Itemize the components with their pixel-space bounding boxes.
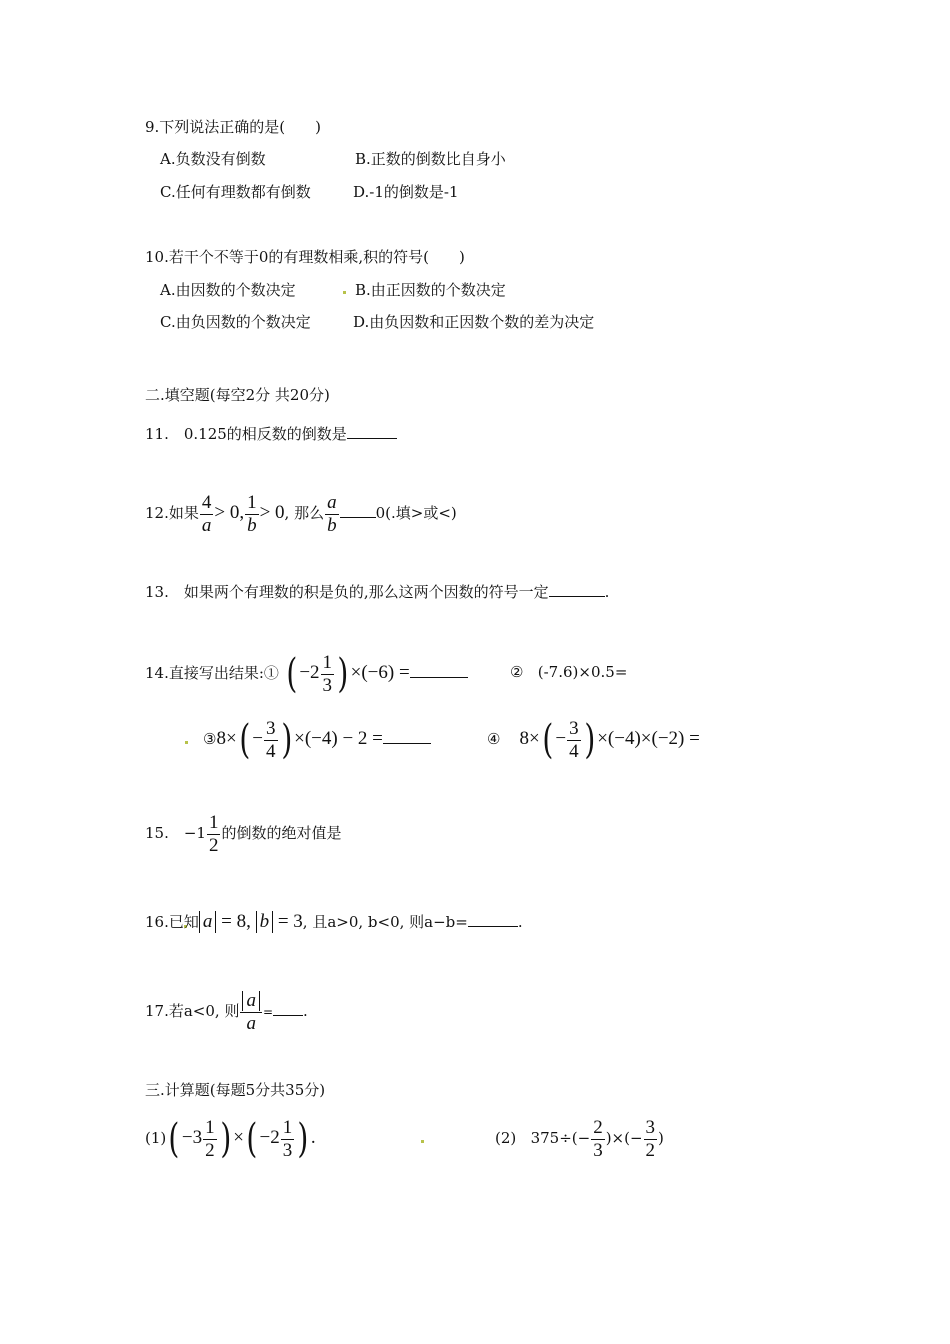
calc-problem-1: (1)( −3 $\frac{1}{2}$ ) ×( −2 $\frac{1}{3}$ ) .: [145, 1116, 316, 1162]
question-16-end: .: [517, 913, 523, 931]
fraction-a-over-b: $\frac{a}{b}$: [327, 491, 337, 536]
question-14-label-2: ②: [510, 663, 524, 681]
answer-blank: [340, 503, 376, 518]
question-14-row-1: 14.直接写出结果:① ( −2 $\frac{1}{3}$ ) ×(−6) =: [145, 648, 468, 698]
fraction-2-over-3: $\frac{2}{3}$: [593, 1116, 603, 1161]
fraction-1-over-2: $\frac{1}{2}$: [208, 811, 219, 856]
fraction-3-over-4: $\frac{3}{4}$: [569, 717, 579, 762]
question-16-cond: , 且a>0, b<0, 则a−b=: [302, 913, 468, 931]
question-12-suffix: 0(.填>或<): [375, 504, 457, 522]
question-17-equals: =: [262, 1005, 274, 1019]
calc-problem-2: [495, 1113, 664, 1163]
question-10-option-b: B.由正因数的个数决定: [355, 281, 506, 299]
question-15-prefix: 15. −1: [145, 824, 206, 842]
answer-blank: [347, 424, 397, 439]
fraction-1-over-b: $\frac{1}{b}$: [247, 491, 257, 536]
fraction-1-over-3: $\frac{1}{3}$: [282, 1116, 293, 1161]
fraction-1-over-3: $\frac{1}{3}$: [322, 651, 333, 696]
question-9-option-c: C.任何有理数都有倒数: [160, 183, 311, 201]
question-14-prefix: 14.直接写出结果:①: [145, 664, 279, 682]
calc-2-label: (2): [495, 1129, 517, 1147]
answer-blank: [410, 663, 468, 678]
question-9-option-b: B.正数的倒数比自身小: [355, 150, 506, 168]
answer-blank: [383, 729, 431, 744]
question-15: [145, 808, 341, 858]
fraction-abs-a-over-a: $\frac{a}{a}$: [240, 990, 262, 1035]
scan-mark: [343, 291, 346, 294]
calc-1-label: (1): [145, 1129, 167, 1147]
fraction-4-over-a: $\frac{4}{a}$: [201, 491, 212, 536]
calc-2-end: ): [658, 1129, 664, 1147]
fraction-3-over-4: $\frac{3}{4}$: [266, 717, 276, 762]
answer-blank: [468, 912, 518, 927]
question-10-option-c: C.由负因数的个数决定: [160, 313, 311, 331]
scan-mark: [185, 741, 188, 744]
scan-mark: [421, 1140, 424, 1143]
question-12: 12.如果 $\frac{4}{a}$ > 0, $\frac{1}{b}$ > 0, 那么 $\frac{a}{b}$ 0(.填>或<): [145, 491, 457, 536]
question-16: 16.已知 a = 8, b = 3, 且a>0, b<0, 则a−b= .: [145, 911, 523, 932]
question-14-item-4: ④ 8×( − $\frac{3}{4}$ ) ×(−4)×(−2) =: [487, 717, 700, 763]
answer-blank: [549, 582, 605, 597]
question-12-prefix: 12.如果: [145, 504, 199, 522]
calc-2-expr: 375÷(−: [530, 1129, 591, 1147]
section-2-heading: 二.填空题(每空2分 共20分): [145, 386, 330, 404]
question-14-item-3: ③8×( − $\frac{3}{4}$ ) ×(−4) − 2 =: [203, 714, 431, 764]
question-11: [145, 424, 397, 444]
question-15-suffix: 的倒数的绝对值是: [221, 824, 342, 842]
question-17: [145, 985, 308, 1037]
question-17-prefix: 17.若a<0, 则: [145, 1002, 240, 1020]
question-9-option-d: D.-1的倒数是-1: [353, 183, 459, 201]
section-3-heading: 三.计算题(每题5分共35分): [145, 1081, 326, 1099]
question-9-option-a: A.负数没有倒数: [160, 150, 266, 168]
fraction-3-over-2: $\frac{3}{2}$: [645, 1116, 656, 1161]
question-13-text: 13. 如果两个有理数的积是负的,那么这两个因数的符号一定: [145, 583, 549, 601]
question-14-item-2: [510, 662, 627, 682]
question-14-expr-2: (-7.6)×0.5=: [537, 663, 628, 681]
question-17-end: .: [303, 1002, 308, 1020]
question-9-stem: 9.下列说法正确的是( ): [145, 118, 322, 136]
question-12-then: , 那么: [284, 504, 325, 522]
answer-blank: [273, 1001, 303, 1016]
calc-2-mid: )×(−: [605, 1129, 643, 1147]
fraction-1-over-2: $\frac{1}{2}$: [205, 1116, 215, 1161]
question-14-label-4: ④: [487, 730, 501, 748]
question-16-prefix: 16.已知: [145, 913, 199, 931]
question-11-text: 11. 0.125的相反数的倒数是: [145, 425, 347, 443]
question-14-label-3: ③: [203, 730, 217, 748]
question-10-option-d: D.由负因数和正因数个数的差为决定: [353, 313, 595, 331]
question-10-option-a: A.由因数的个数决定: [160, 281, 296, 299]
question-10-stem: 10.若干个不等于0的有理数相乘,积的符号( ): [145, 248, 465, 266]
question-13: 13. 如果两个有理数的积是负的,那么这两个因数的符号一定 .: [145, 583, 610, 601]
